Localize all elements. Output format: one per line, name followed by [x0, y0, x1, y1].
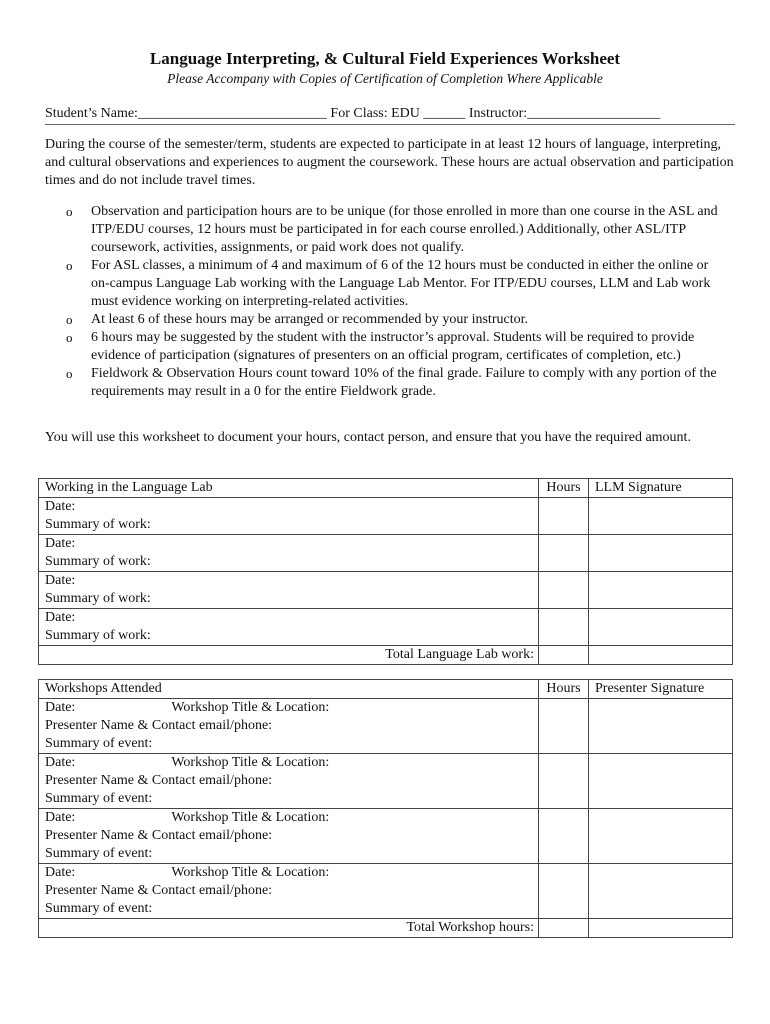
date-title-line — [45, 809, 538, 827]
workshop-hours-cell[interactable] — [539, 699, 589, 754]
lab-hours-header: Hours — [539, 479, 589, 498]
workshop-signature-header: Presenter Signature — [589, 680, 733, 699]
requirement-text: At least 6 of these hours may be arranged or recommended by your instructor. — [91, 312, 528, 327]
date-title-line — [45, 754, 538, 772]
workshop-entry-details — [39, 699, 539, 754]
date-label: Date: — [45, 499, 76, 514]
presenter-label: Presenter Name & Contact email/phone: — [45, 883, 273, 898]
lab-entry-row — [39, 609, 733, 646]
workshop-entry-row — [39, 864, 733, 919]
language-lab-table — [38, 478, 733, 665]
date-label: Date: — [45, 755, 76, 770]
workshop-total-label: Total Workshop hours: — [39, 919, 539, 938]
title-location-label: Workshop Title & Location: — [171, 810, 330, 825]
lab-total-blank-cell — [589, 646, 733, 665]
requirement-item — [45, 257, 735, 311]
lab-hours-cell[interactable] — [539, 535, 589, 572]
requirements-list — [45, 203, 735, 401]
requirement-item — [45, 203, 735, 257]
workshop-entry-details — [39, 809, 539, 864]
bullet-circle-icon: o — [66, 330, 73, 345]
summary-label: Summary of event: — [45, 791, 153, 806]
workshop-signature-cell[interactable] — [589, 864, 733, 919]
lab-entry-details — [39, 572, 539, 609]
date-label: Date: — [45, 700, 76, 715]
requirement-text: Observation and participation hours are to be unique (for those enrolled in more than one course in the ASL and ITP/EDU courses, 12 hours must be participated in for each course enrolled.) Additionally, other ASL/ITP coursework, activities, assignments, or paid work does not qualify. — [91, 204, 718, 255]
lab-signature-cell[interactable] — [589, 609, 733, 646]
summary-label: Summary of event: — [45, 846, 153, 861]
summary-label: Summary of event: — [45, 736, 153, 751]
summary-label: Summary of work: — [45, 591, 151, 606]
workshop-hours-cell[interactable] — [539, 754, 589, 809]
lab-hours-cell[interactable] — [539, 609, 589, 646]
workshop-entry-details — [39, 754, 539, 809]
workshop-total-hours-cell[interactable] — [539, 919, 589, 938]
workshops-table — [38, 679, 733, 938]
lab-table-header — [39, 479, 733, 498]
worksheet-title: Language Interpreting, & Cultural Field Experiences Worksheet — [149, 49, 621, 68]
date-label: Date: — [45, 865, 76, 880]
presenter-label: Presenter Name & Contact email/phone: — [45, 718, 273, 733]
lab-total-label: Total Language Lab work: — [39, 646, 539, 665]
title-location-label: Workshop Title & Location: — [171, 700, 330, 715]
summary-label: Summary of event: — [45, 901, 153, 916]
presenter-label: Presenter Name & Contact email/phone: — [45, 828, 273, 843]
summary-label: Summary of work: — [45, 628, 151, 643]
lab-signature-cell[interactable] — [589, 498, 733, 535]
requirement-item — [45, 365, 735, 401]
lab-entry-details — [39, 498, 539, 535]
lab-entry-row — [39, 535, 733, 572]
summary-label: Summary of work: — [45, 554, 151, 569]
worksheet-subtitle: Please Accompany with Copies of Certification of Completion Where Applicable — [167, 71, 603, 86]
intro-paragraph: During the course of the semester/term, students are expected to participate in at least 12 hours of language, interpreting, and cultural observations and experiences to augment the coursework. These hours are actual observation and participation times and do not include travel times. — [45, 137, 734, 188]
workshops-table-header — [39, 680, 733, 699]
workshop-total-row — [39, 919, 733, 938]
usage-paragraph: You will use this worksheet to document your hours, contact person, and ensure that you have the required amount. — [45, 430, 691, 445]
requirement-text: Fieldwork & Observation Hours count toward 10% of the final grade. Failure to comply with any portion of the requirements may result in a 0 for the entire Fieldwork grade. — [91, 366, 717, 399]
presenter-label: Presenter Name & Contact email/phone: — [45, 773, 273, 788]
requirement-item — [45, 329, 735, 365]
lab-signature-cell[interactable] — [589, 572, 733, 609]
lab-entry-details — [39, 609, 539, 646]
student-info-line: Student’s Name:___________________________ For Class: EDU ______ Instructor:___________________ — [45, 106, 735, 125]
bullet-circle-icon: o — [66, 366, 73, 381]
date-title-line — [45, 699, 538, 717]
bullet-circle-icon: o — [66, 204, 73, 219]
summary-label: Summary of work: — [45, 517, 151, 532]
lab-table-heading: Working in the Language Lab — [39, 479, 539, 498]
workshop-signature-cell[interactable] — [589, 809, 733, 864]
workshop-entry-row — [39, 754, 733, 809]
workshop-total-blank-cell — [589, 919, 733, 938]
workshop-entry-row — [39, 809, 733, 864]
lab-total-hours-cell[interactable] — [539, 646, 589, 665]
workshop-entry-row — [39, 699, 733, 754]
workshop-hours-header: Hours — [539, 680, 589, 699]
lab-hours-cell[interactable] — [539, 572, 589, 609]
lab-signature-header: LLM Signature — [589, 479, 733, 498]
lab-entry-row — [39, 572, 733, 609]
workshop-hours-cell[interactable] — [539, 864, 589, 919]
bullet-circle-icon: o — [66, 258, 73, 273]
workshop-signature-cell[interactable] — [589, 754, 733, 809]
title-location-label: Workshop Title & Location: — [171, 865, 330, 880]
lab-entry-details — [39, 535, 539, 572]
workshop-signature-cell[interactable] — [589, 699, 733, 754]
requirement-text: 6 hours may be suggested by the student with the instructor’s approval. Students will be required to provide evidence of participation (signatures of presenters on an official program, certificates of completion, etc.) — [91, 330, 695, 363]
requirement-text: For ASL classes, a minimum of 4 and maximum of 6 of the 12 hours must be conducted in either the online or on-campus Language Lab working with the Language Lab Mentor. For ITP/EDU courses, LLM and Lab work must evidence working on interpreting-related activities. — [91, 258, 711, 309]
bullet-circle-icon: o — [66, 312, 73, 327]
workshop-hours-cell[interactable] — [539, 809, 589, 864]
lab-total-row — [39, 646, 733, 665]
date-label: Date: — [45, 810, 76, 825]
date-label: Date: — [45, 610, 76, 625]
title-location-label: Workshop Title & Location: — [171, 755, 330, 770]
workshops-table-heading: Workshops Attended — [39, 680, 539, 699]
date-label: Date: — [45, 573, 76, 588]
lab-hours-cell[interactable] — [539, 498, 589, 535]
date-label: Date: — [45, 536, 76, 551]
lab-entry-row — [39, 498, 733, 535]
workshop-entry-details — [39, 864, 539, 919]
lab-signature-cell[interactable] — [589, 535, 733, 572]
requirement-item — [45, 311, 735, 329]
date-title-line — [45, 864, 538, 882]
